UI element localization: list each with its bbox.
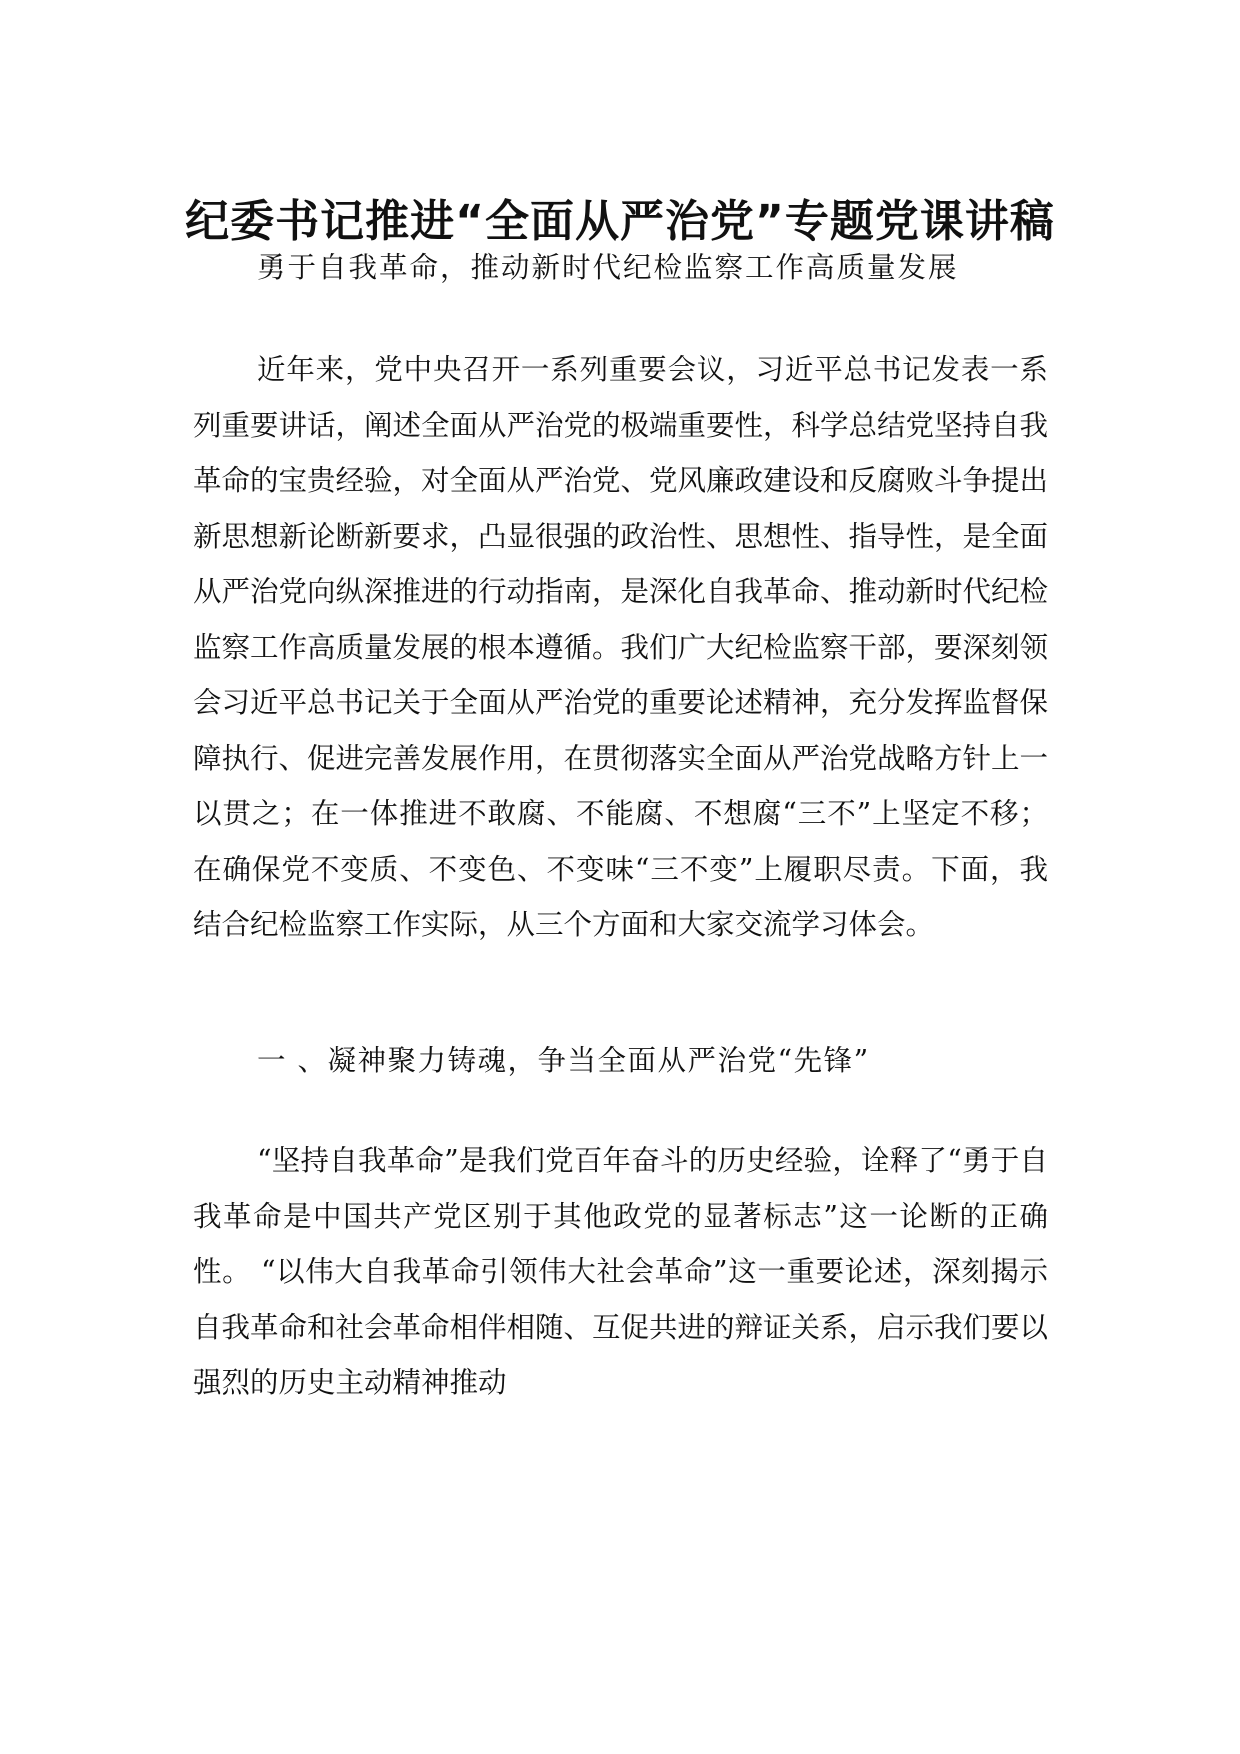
body-paragraph-2: “坚持自我革命”是我们党百年奋斗的历史经验，诠释了“勇于自我革命是中国共产党区别于其他政党的显著标志”这一论断的正确性。 “以伟大自我革命引领伟大社会革命”这一重要论述，深刻揭示自我革命和社会革命相伴相随、互促共进的辩证关系，启示我们要以强烈的历史主动精神推动 [193, 1144, 1049, 1399]
document-subtitle: 勇于自我革命，推动新时代纪检监察工作高质量发展 [257, 251, 959, 284]
body-paragraph-1: 近年来，党中央召开一系列重要会议，习近平总书记发表一系列重要讲话，阐述全面从严治党的极端重要性，科学总结党坚持自我革命的宝贵经验，对全面从严治党、党风廉政建设和反腐败斗争提出新思想新论断新要求，凸显很强的政治性、思想性、指导性，是全面从严治党向纵深推进的行动指南，是深化自我革命、推动新时代纪检监察工作高质量发展的根本遵循。我们广大纪检监察干部，要深刻领会习近平总书记关于全面从严治党的重要论述精神，充分发挥监督保障执行、促进完善发展作用，在贯彻落实全面从严治党战略方针上一以贯之；在一体推进不敢腐、不能腐、不想腐“三不”上坚定不移；在确保党不变质、不变色、不变味“三不变”上履职尽责。下面，我结合纪检监察工作实际，从三个方面和大家交流学习体会。 [193, 353, 1049, 941]
document-title: 纪委书记推进“全面从严治党”专题党课讲稿 [185, 196, 1055, 247]
section-heading-1: 一 、凝神聚力铸魂，争当全面从严治党“先锋” [257, 1044, 870, 1077]
